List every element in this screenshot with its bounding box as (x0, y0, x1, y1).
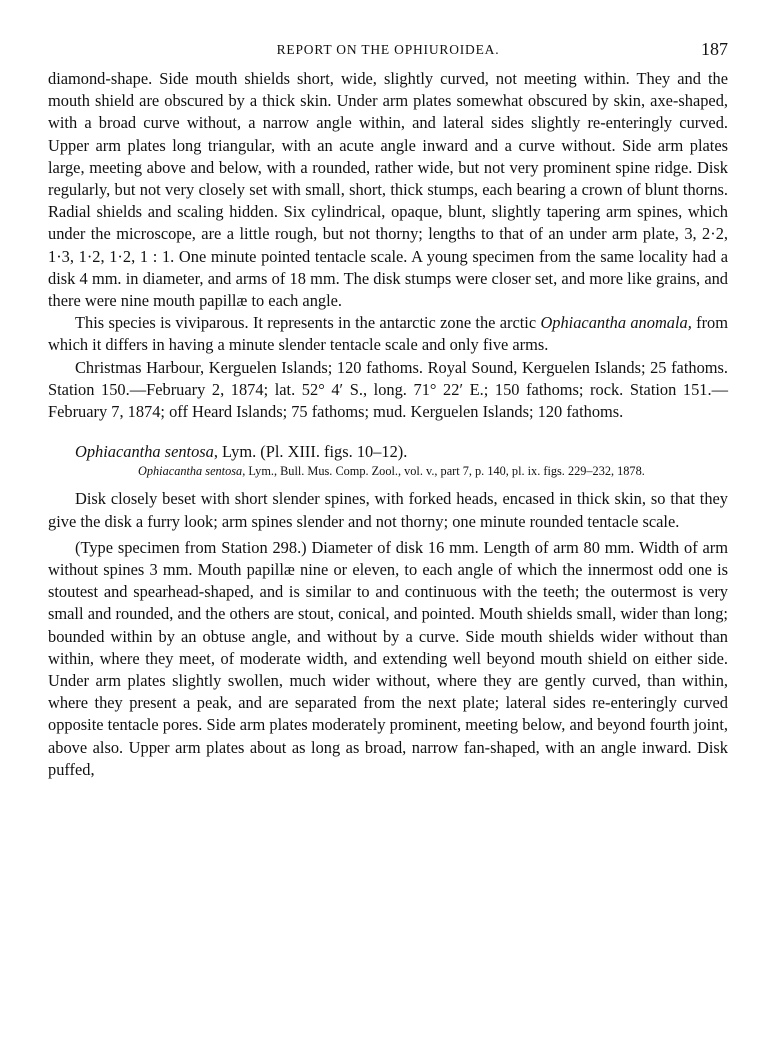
running-head: REPORT ON THE OPHIUROIDEA. (276, 42, 500, 57)
species-heading-author: , Lym. (Pl. XIII. figs. 10–12). (213, 442, 408, 462)
citation-species-name: Ophiacantha sentosa (138, 464, 243, 479)
paragraph-text: from which it differs in having a minute slender tentacle scale and only five arms. (48, 313, 729, 355)
species-heading-name: Ophiacantha sentosa (75, 442, 214, 462)
paragraph-viviparous (48, 312, 728, 356)
citation-reference: , Lym., Bull. Mus. Comp. Zool., vol. v., part 7, p. 140, pl. ix. figs. 229–232, 1878. (242, 464, 645, 479)
species-citation (138, 463, 728, 480)
species-heading (48, 441, 728, 463)
page-header (48, 39, 728, 68)
paragraph-description-continued: diamond-shape. Side mouth shields short, wide, slightly curved, not meeting within. They and the mouth shield are obscured by a thick skin. Under arm plates somewhat obscured by skin, axe-shaped, with a broad curve without, a narrow angle within, and lateral sides slightly re-enteringly curved. Upper arm plates long triangular, with an acute angle inward and a curve without. Side arm plates large, meeting above and below, with a rounded, rather wide, but not very prominent spine ridge. Disk regularly, but not very closely set with small, short, thick stumps, each bearing a crown of blunt thorns. Radial shields and scaling hidden. Six cylindrical, opaque, blunt, slightly tapering arm spines, which under the microscope, are a little rough, but not thorny; lengths to that of an under arm plate, 3, 2·2, 1·3, 1·2, 1·2, 1 : 1. One minute pointed tentacle scale. A young specimen from the same locality had a disk 4 mm. in diameter, and arms of 18 mm. The disk stumps were closer set, and more like grains, and there were nine mouth papillæ to each angle. (48, 69, 728, 311)
page-content (48, 39, 729, 781)
paragraph-type-specimen: (Type specimen from Station 298.) Diameter of disk 16 mm. Length of arm 80 mm. Width of arm without spines 3 mm. Mouth papillæ nine or eleven, to each angle of which the innermost odd one is stoutest and spearhead-shaped, and is similar to and continuous with the teeth; the outermost is very small and rounded, and the others are stout, conical, and pointed. Mouth shields small, wider than long; bounded within by an obtuse angle, and without by a curve. Side mouth shields wider without than within, where they meet, of moderate width, and extending well beyond mouth shield on either side. Under arm plates slightly swollen, much wider without, where they are gently curved, than within, where they present a peak, and are separated from the next plate; lateral sides re-enteringly curved opposite tentacle pores. Side arm plates moderately prominent, meeting below, and beyond fourth joint, above also. Upper arm plates about as long as broad, narrow fan-shaped, with an angle inward. Disk puffed, (48, 537, 728, 779)
paragraph-text: This species is viviparous. It represents in the antarctic zone the arctic (75, 313, 541, 333)
species-name-italic: Ophiacantha anomala, (540, 313, 692, 333)
paragraph-localities: Christmas Harbour, Kerguelen Islands; 120 fathoms. Royal Sound, Kerguelen Islands; 25 fathoms. Station 150.—February 2, 1874; lat. 52° 4′ S., long. 71° 22′ E.; 150 fathoms; rock. Station 151.—February 7, 1874; off Heard Islands; 75 fathoms; mud. Kerguelen Islands; 120 fathoms. (48, 357, 728, 422)
page-number: 187 (701, 39, 728, 59)
paragraph-diagnosis: Disk closely beset with short slender spines, with forked heads, encased in thick skin, so that they give the disk a furry look; arm spines slender and not thorny; one minute rounded tentacle scale. (48, 489, 728, 531)
